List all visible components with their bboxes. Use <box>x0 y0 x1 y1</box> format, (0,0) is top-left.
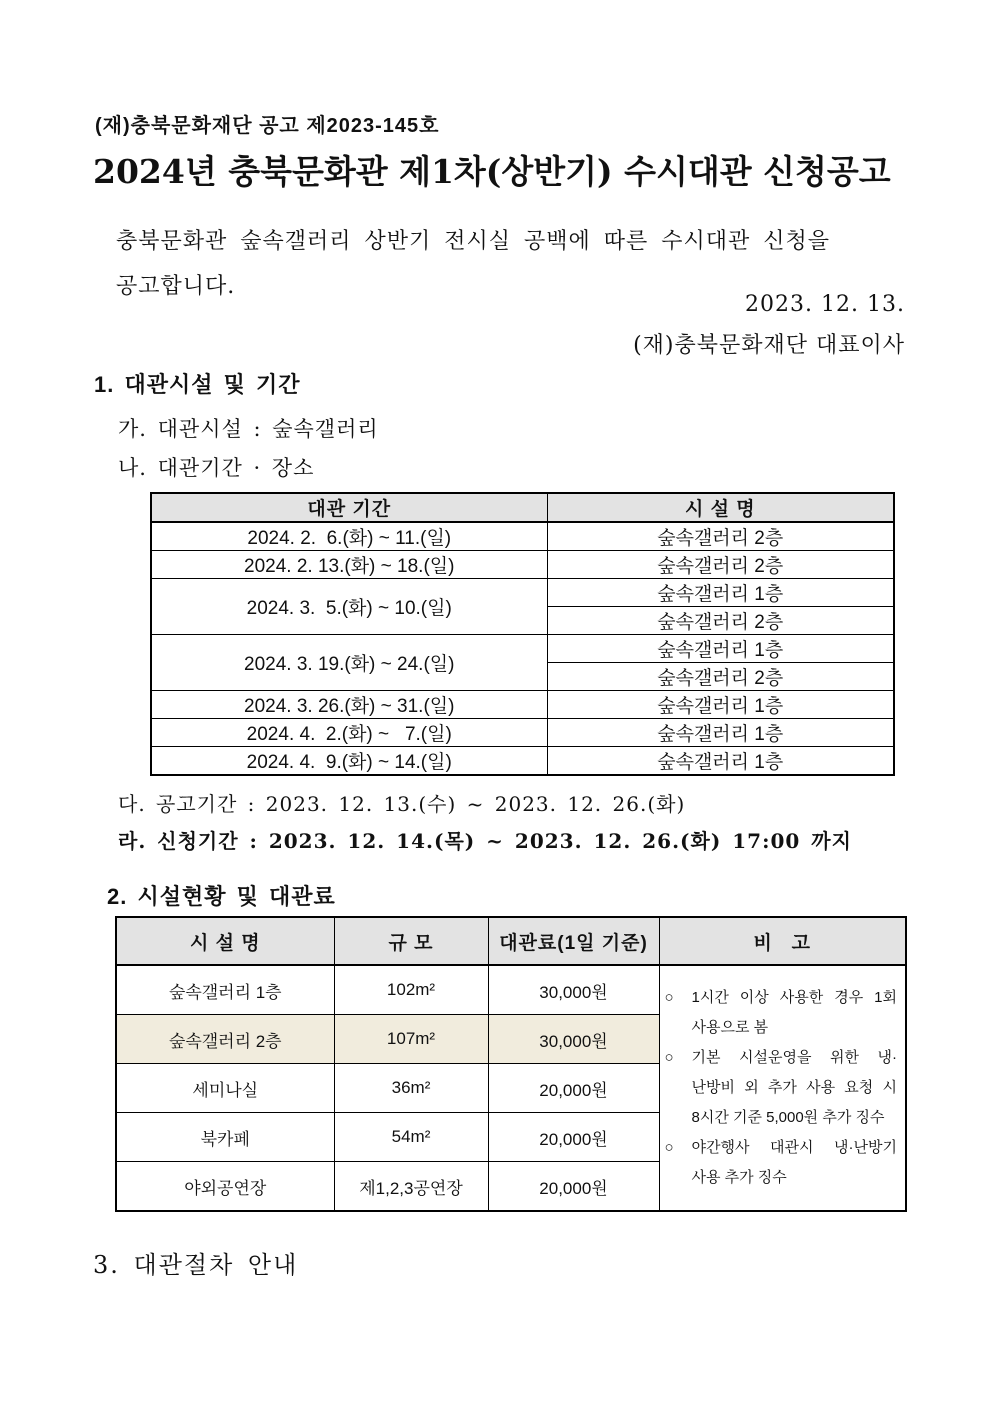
period-cell: 2024. 4. 9.(화) ~ 14.(일) <box>151 747 547 776</box>
period-cell: 2024. 3. 5.(화) ~ 10.(일) <box>151 579 547 635</box>
rental-schedule-table-wrap <box>150 492 895 776</box>
size-cell: 102m² <box>334 965 488 1015</box>
size-cell: 54m² <box>334 1113 488 1162</box>
table-row <box>151 579 894 607</box>
note-item <box>665 1043 898 1133</box>
circle-bullet-icon: ○ <box>664 1049 674 1066</box>
col-header-facility-name: 시 설 명 <box>116 917 334 965</box>
col-header-size: 규 모 <box>334 917 488 965</box>
period-cell: 2024. 2. 13.(화) ~ 18.(일) <box>151 551 547 579</box>
table-row <box>151 522 894 551</box>
note-item <box>665 983 898 1043</box>
facility-cell: 숲속갤러리 1층 <box>547 579 894 607</box>
facility-cell: 숲속갤러리 2층 <box>547 551 894 579</box>
section1-item-notice-period: 다. 공고기간 : 2023. 12. 13.(수) ~ 2023. 12. 26.(화) <box>118 792 686 816</box>
section3-heading: 3. 대관절차 안내 <box>93 1251 299 1279</box>
section2-heading: 2. 시설현황 및 대관료 <box>107 884 336 909</box>
size-cell: 36m² <box>334 1064 488 1113</box>
fee-cell: 20,000원 <box>488 1162 659 1212</box>
table-row <box>151 635 894 663</box>
facility-name-cell: 북카페 <box>116 1113 334 1162</box>
facility-name-cell: 숲속갤러리 2층 <box>116 1015 334 1064</box>
section1-item-period-place: 나. 대관기간 · 장소 <box>118 456 315 480</box>
table-row <box>151 691 894 719</box>
note-text: 기본 시설운영을 위한 냉·난방비 외 추가 사용 요청 시 8시간 기준 5,000원 추가 징수 <box>691 1049 897 1126</box>
intro-paragraph-line1: 충북문화관 숲속갤러리 상반기 전시실 공백에 따른 수시대관 신청을 <box>116 229 831 254</box>
table-row <box>151 719 894 747</box>
period-cell: 2024. 2. 6.(화) ~ 11.(일) <box>151 522 547 551</box>
facility-fee-table <box>115 916 907 1212</box>
circle-bullet-icon: ○ <box>664 1139 674 1156</box>
facility-cell: 숲속갤러리 1층 <box>547 635 894 663</box>
facility-cell: 숲속갤러리 1층 <box>547 747 894 776</box>
note-text: 야간행사 대관시 냉·난방기 사용 추가 징수 <box>691 1139 897 1186</box>
period-cell: 2024. 3. 26.(화) ~ 31.(일) <box>151 691 547 719</box>
fee-cell: 30,000원 <box>488 965 659 1015</box>
fee-cell: 30,000원 <box>488 1015 659 1064</box>
facility-name-cell: 숲속갤러리 1층 <box>116 965 334 1015</box>
issuer-name: (재)충북문화재단 대표이사 <box>633 333 905 358</box>
circle-bullet-icon: ○ <box>664 989 674 1006</box>
table-header-row <box>151 493 894 522</box>
table-row <box>116 965 906 1015</box>
note-item <box>665 1133 898 1193</box>
notice-date: 2023. 12. 13. <box>745 292 905 317</box>
table-header-row <box>116 917 906 965</box>
section1-item-facility: 가. 대관시설 : 숲속갤러리 <box>118 417 379 441</box>
note-text: 1시간 이상 사용한 경우 1회 사용으로 봄 <box>691 989 897 1036</box>
col-header-facility: 시 설 명 <box>547 493 894 522</box>
section1-heading: 1. 대관시설 및 기간 <box>94 372 301 397</box>
table-row <box>151 551 894 579</box>
col-header-fee: 대관료(1일 기준) <box>488 917 659 965</box>
facility-name-cell: 세미나실 <box>116 1064 334 1113</box>
facility-cell: 숲속갤러리 1층 <box>547 691 894 719</box>
facility-cell: 숲속갤러리 2층 <box>547 522 894 551</box>
intro-paragraph-line2: 공고합니다. <box>116 274 236 299</box>
fee-cell: 20,000원 <box>488 1113 659 1162</box>
facility-cell: 숲속갤러리 2층 <box>547 663 894 691</box>
remarks-cell <box>659 965 906 1211</box>
col-header-period: 대관 기간 <box>151 493 547 522</box>
rental-schedule-table <box>150 492 895 776</box>
facility-fee-table-wrap <box>115 916 907 1212</box>
facility-cell: 숲속갤러리 2층 <box>547 607 894 635</box>
col-header-remarks: 비 고 <box>659 917 906 965</box>
size-cell: 제1,2,3공연장 <box>334 1162 488 1212</box>
notice-number: (재)충북문화재단 공고 제2023-145호 <box>95 115 440 137</box>
table-row <box>151 747 894 776</box>
period-cell: 2024. 3. 19.(화) ~ 24.(일) <box>151 635 547 691</box>
facility-cell: 숲속갤러리 1층 <box>547 719 894 747</box>
page-title: 2024년 충북문화관 제1차(상반기) 수시대관 신청공고 <box>93 152 891 191</box>
size-cell: 107m² <box>334 1015 488 1064</box>
period-cell: 2024. 4. 2.(화) ~ 7.(일) <box>151 719 547 747</box>
section1-item-application-period: 라. 신청기간 : 2023. 12. 14.(목) ~ 2023. 12. 26.(화) 17:00 까지 <box>118 829 852 853</box>
facility-name-cell: 야외공연장 <box>116 1162 334 1212</box>
fee-cell: 20,000원 <box>488 1064 659 1113</box>
